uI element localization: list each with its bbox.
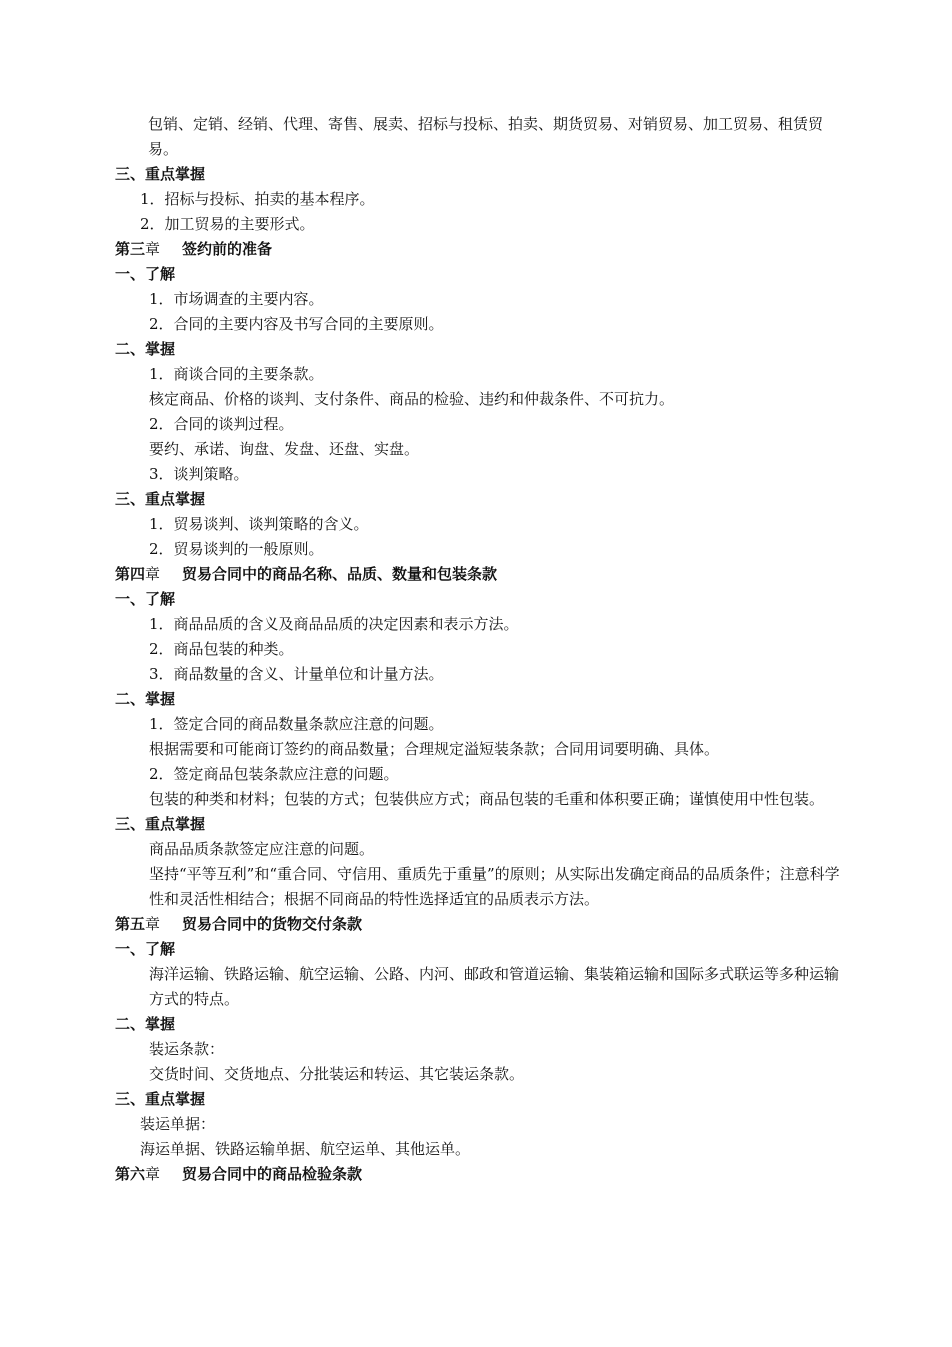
- paragraph-line: 2．商品包装的种类。: [149, 640, 294, 658]
- chapter-title: 贸易合同中的商品名称、品质、数量和包装条款: [182, 565, 498, 583]
- chapter-number: 第四: [115, 565, 146, 583]
- section-heading: 一、了解: [115, 265, 176, 283]
- chapter-heading: [115, 237, 845, 262]
- paragraph-line: 1．签定合同的商品数量条款应注意的问题。: [149, 715, 444, 733]
- chapter-zhang: 章: [145, 1165, 161, 1183]
- section-heading: 三、重点掌握: [115, 490, 206, 508]
- paragraph-line: 1．贸易谈判、谈判策略的含义。: [149, 515, 369, 533]
- chapter-number: 第六: [115, 1165, 146, 1183]
- chapter-title: 签约前的准备: [182, 240, 273, 258]
- paragraph-line: 2．加工贸易的主要形式。: [140, 215, 315, 233]
- paragraph-line: 核定商品、价格的谈判、支付条件、商品的检验、违约和仲裁条件、不可抗力。: [149, 390, 675, 408]
- paragraph-line: 2．签定商品包装条款应注意的问题。: [149, 765, 399, 783]
- paragraph-line: 海洋运输、铁路运输、航空运输、公路、内河、邮政和管道运输、集装箱运输和国际多式联运等多种运输方式的特点。: [149, 965, 840, 1008]
- paragraph-line: 2．合同的主要内容及书写合同的主要原则。: [149, 315, 444, 333]
- paragraph-line: 装运条款：: [149, 1040, 225, 1058]
- paragraph-line: 1．招标与投标、拍卖的基本程序。: [140, 190, 375, 208]
- section-heading: 二、掌握: [115, 1015, 176, 1033]
- chapter-zhang: 章: [145, 915, 161, 933]
- paragraph-line: 2．合同的谈判过程。: [149, 415, 294, 433]
- section-heading: 三、重点掌握: [115, 815, 206, 833]
- paragraph-line: 商品品质条款签定应注意的问题。: [149, 840, 375, 858]
- chapter-zhang: 章: [145, 240, 161, 258]
- paragraph-line: 1．商谈合同的主要条款。: [149, 365, 324, 383]
- chapter-title: 贸易合同中的商品检验条款: [182, 1165, 363, 1183]
- chapter-number: 第三: [115, 240, 146, 258]
- paragraph-line: 包装的种类和材料；包装的方式；包装供应方式；商品包装的毛重和体积要正确；谨慎使用中性包装。: [149, 790, 825, 808]
- paragraph-line: 1．商品品质的含义及商品品质的决定因素和表示方法。: [149, 615, 519, 633]
- paragraph-line: 2．贸易谈判的一般原则。: [149, 540, 324, 558]
- paragraph-line: 包销、定销、经销、代理、寄售、展卖、招标与投标、拍卖、期货贸易、对销贸易、加工贸易、租赁贸易。: [148, 115, 824, 158]
- paragraph-line: 要约、承诺、询盘、发盘、还盘、实盘。: [149, 440, 420, 458]
- paragraph-line: 坚持“平等互利”和“重合同、守信用、重质先于重量”的原则；从实际出发确定商品的品质条件；注意科学性和灵活性相结合；根据不同商品的特性选择适宜的品质表示方法。: [149, 865, 840, 908]
- chapter-zhang: 章: [145, 565, 161, 583]
- chapter-title: 贸易合同中的货物交付条款: [182, 915, 363, 933]
- section-heading: 二、掌握: [115, 690, 176, 708]
- paragraph-line: 交货时间、交货地点、分批装运和转运、其它装运条款。: [149, 1065, 525, 1083]
- paragraph-line: 3．谈判策略。: [149, 465, 249, 483]
- paragraph-line: 1．市场调查的主要内容。: [149, 290, 324, 308]
- section-heading: 一、了解: [115, 590, 176, 608]
- section-heading: 三、重点掌握: [115, 1090, 206, 1108]
- chapter-heading: [115, 912, 845, 937]
- chapter-heading: [115, 1162, 845, 1187]
- section-heading: 二、掌握: [115, 340, 176, 358]
- section-heading: 一、了解: [115, 940, 176, 958]
- paragraph-line: 3．商品数量的含义、计量单位和计量方法。: [149, 665, 444, 683]
- chapter-heading: [115, 562, 845, 587]
- paragraph-line: 海运单据、铁路运输单据、航空运单、其他运单。: [140, 1140, 471, 1158]
- document-page: [115, 112, 845, 1187]
- chapter-number: 第五: [115, 915, 146, 933]
- paragraph-line: 装运单据：: [140, 1115, 216, 1133]
- section-heading: 三、重点掌握: [115, 165, 206, 183]
- paragraph-line: 根据需要和可能商订签约的商品数量；合理规定溢短装条款；合同用词要明确、具体。: [149, 740, 720, 758]
